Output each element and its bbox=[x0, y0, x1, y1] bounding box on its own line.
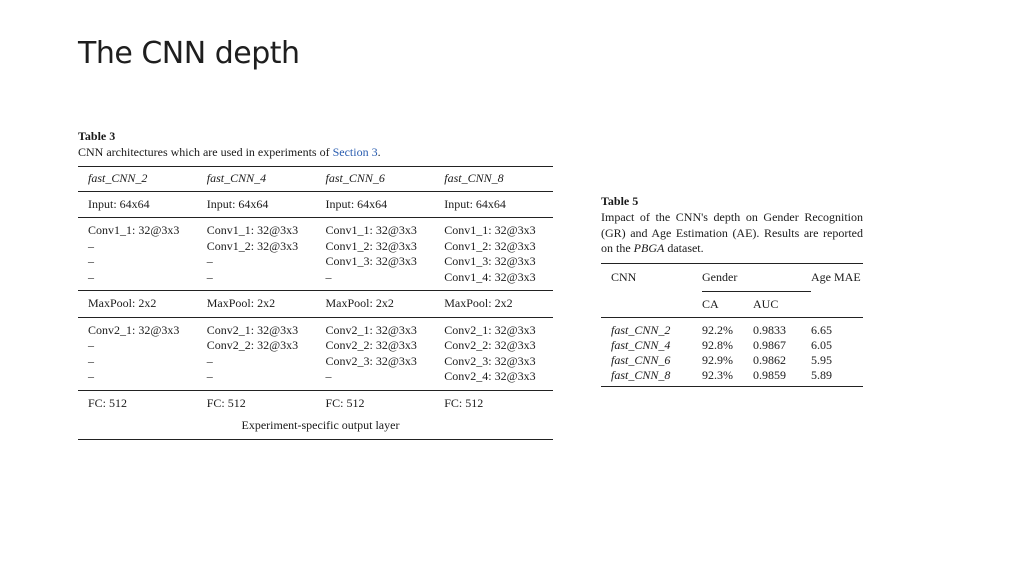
table5-subheader-empty bbox=[601, 291, 702, 317]
table3-cell bbox=[197, 218, 316, 291]
table3-cell: Input: 64x64 bbox=[434, 191, 553, 218]
table-row bbox=[601, 317, 863, 338]
table3-header: fast_CNN_6 bbox=[316, 167, 435, 192]
table5-mae: 5.95 bbox=[811, 352, 832, 367]
table3-cell: FC: 512 bbox=[325, 395, 365, 410]
table3-cell: FC: 512 bbox=[206, 395, 246, 410]
table3-cell bbox=[434, 317, 553, 390]
table5-header-ca: CA bbox=[702, 291, 753, 317]
table3-cell: Input: 64x64 bbox=[316, 191, 435, 218]
table3-layer: – bbox=[88, 254, 94, 268]
table3-output-row bbox=[78, 416, 553, 439]
table3-label: Table 3 bbox=[78, 129, 116, 143]
table3-cell bbox=[197, 317, 316, 390]
table5-cnn: fast_CNN_2 bbox=[611, 322, 671, 337]
table5-header-gender bbox=[702, 263, 811, 291]
table5-caption-dataset: PBGA bbox=[633, 241, 665, 255]
table3-header: fast_CNN_2 bbox=[78, 167, 197, 192]
table5-block bbox=[601, 194, 863, 387]
table3-cell: MaxPool: 2x2 bbox=[197, 291, 316, 318]
table5-cnn: fast_CNN_6 bbox=[611, 352, 671, 367]
table3-layer: – bbox=[325, 269, 332, 284]
table3-layer: Conv1_3: 32@3x3 bbox=[325, 254, 417, 268]
table3-header-row bbox=[78, 167, 553, 192]
table3-layer: Conv1_1: 32@3x3 bbox=[444, 223, 536, 237]
table3-layer: Conv1_3: 32@3x3 bbox=[444, 254, 536, 268]
table3-layer: Conv2_1: 32@3x3 bbox=[325, 322, 417, 337]
table5-cnn: fast_CNN_8 bbox=[601, 368, 702, 387]
table5 bbox=[601, 263, 863, 387]
table3-layer: – bbox=[88, 269, 94, 284]
table3-layer: Conv1_2: 32@3x3 bbox=[325, 238, 417, 253]
slide-title: The CNN depth bbox=[78, 36, 300, 71]
table3-cell: MaxPool: 2x2 bbox=[78, 291, 197, 318]
table3-layer: Conv2_3: 32@3x3 bbox=[325, 353, 417, 368]
table5-header-auc: AUC bbox=[753, 291, 811, 317]
table3-layer: Conv2_1: 32@3x3 bbox=[206, 322, 299, 337]
table5-ca: 92.2% bbox=[702, 322, 733, 337]
table5-mae: 6.65 bbox=[811, 322, 832, 337]
table3-conv1-row bbox=[78, 218, 553, 291]
table3-caption-end: . bbox=[377, 145, 381, 159]
table-row bbox=[601, 353, 863, 368]
table5-auc: 0.9859 bbox=[753, 368, 811, 387]
table5-header-gender-label: Gender bbox=[702, 269, 738, 284]
table3-layer: Conv1_2: 32@3x3 bbox=[206, 238, 299, 253]
table5-auc: 0.9862 bbox=[753, 352, 786, 367]
table5-caption bbox=[601, 210, 863, 257]
table3-cell: Input: 64x64 bbox=[78, 191, 197, 218]
table3-cell: MaxPool: 2x2 bbox=[434, 291, 553, 318]
table5-mae: 6.05 bbox=[811, 337, 832, 352]
table3-cell bbox=[78, 317, 197, 390]
table5-caption-text: Impact of the CNN's depth on Gender Recognition (GR) and Age Estimation (AE). Results are reported on the bbox=[601, 210, 863, 255]
table3-layer: – bbox=[88, 353, 94, 368]
table3-output-cell: Experiment-specific output layer bbox=[78, 416, 553, 439]
table5-ca: 92.9% bbox=[702, 352, 733, 367]
table3-fc-row bbox=[78, 390, 553, 416]
table5-caption-end: dataset. bbox=[664, 241, 704, 255]
table3-layer: Conv1_1: 32@3x3 bbox=[88, 223, 180, 237]
table3-cell bbox=[78, 218, 197, 291]
table3-layer: – bbox=[206, 269, 213, 284]
table3-layer: – bbox=[88, 338, 94, 352]
table3-input-row bbox=[78, 191, 553, 218]
table3-caption bbox=[78, 145, 553, 160]
table5-auc: 0.9867 bbox=[753, 337, 786, 352]
table-row bbox=[601, 368, 863, 387]
table3-layer: Conv2_4: 32@3x3 bbox=[444, 369, 536, 383]
table5-header-row bbox=[601, 263, 863, 291]
table3-layer: Conv1_2: 32@3x3 bbox=[444, 238, 536, 253]
table5-subheader-empty bbox=[811, 291, 863, 317]
table3-layer: Conv2_1: 32@3x3 bbox=[88, 322, 180, 337]
table3-layer: Conv2_1: 32@3x3 bbox=[444, 322, 536, 337]
table3-layer: – bbox=[325, 369, 332, 383]
table3-layer: Conv2_3: 32@3x3 bbox=[444, 353, 536, 368]
table3-cell: FC: 512 bbox=[88, 395, 128, 410]
table3-conv2-row bbox=[78, 317, 553, 390]
table5-subheader-row bbox=[601, 291, 863, 317]
table-row bbox=[601, 338, 863, 353]
table5-label: Table 5 bbox=[601, 194, 639, 208]
table3-caption-text: CNN architectures which are used in experiments of bbox=[78, 145, 333, 159]
table3 bbox=[78, 166, 553, 440]
table5-ca: 92.8% bbox=[702, 337, 733, 352]
table5-header-cnn: CNN bbox=[601, 263, 702, 291]
table3-layer: Conv1_1: 32@3x3 bbox=[206, 223, 299, 237]
table3-cell: MaxPool: 2x2 bbox=[316, 291, 435, 318]
table3-layer: – bbox=[88, 238, 94, 253]
table3-cell bbox=[434, 218, 553, 291]
table3-layer: – bbox=[88, 369, 94, 383]
table3-layer: Conv2_2: 32@3x3 bbox=[206, 338, 299, 352]
table3-layer: – bbox=[206, 353, 213, 368]
section-link[interactable]: Section 3 bbox=[332, 145, 378, 159]
table3-layer: Conv2_2: 32@3x3 bbox=[444, 338, 536, 352]
table5-ca: 92.3% bbox=[702, 368, 753, 387]
table3-block bbox=[78, 129, 553, 440]
table3-header: fast_CNN_8 bbox=[434, 167, 553, 192]
table5-auc: 0.9833 bbox=[753, 322, 786, 337]
table3-cell: FC: 512 bbox=[444, 395, 484, 410]
table3-layer: Conv1_1: 32@3x3 bbox=[325, 223, 417, 237]
table3-maxpool-row bbox=[78, 291, 553, 318]
table3-layer: – bbox=[206, 254, 213, 268]
table3-cell bbox=[316, 317, 435, 390]
table3-cell bbox=[316, 218, 435, 291]
table3-header: fast_CNN_4 bbox=[197, 167, 316, 192]
table5-header-age: Age MAE bbox=[811, 263, 863, 291]
table3-cell: Input: 64x64 bbox=[197, 191, 316, 218]
table5-cnn: fast_CNN_4 bbox=[611, 337, 671, 352]
table3-layer: Conv2_2: 32@3x3 bbox=[325, 338, 417, 352]
table3-layer: – bbox=[206, 369, 213, 383]
table5-mae: 5.89 bbox=[811, 368, 863, 387]
table3-layer: Conv1_4: 32@3x3 bbox=[444, 269, 536, 284]
